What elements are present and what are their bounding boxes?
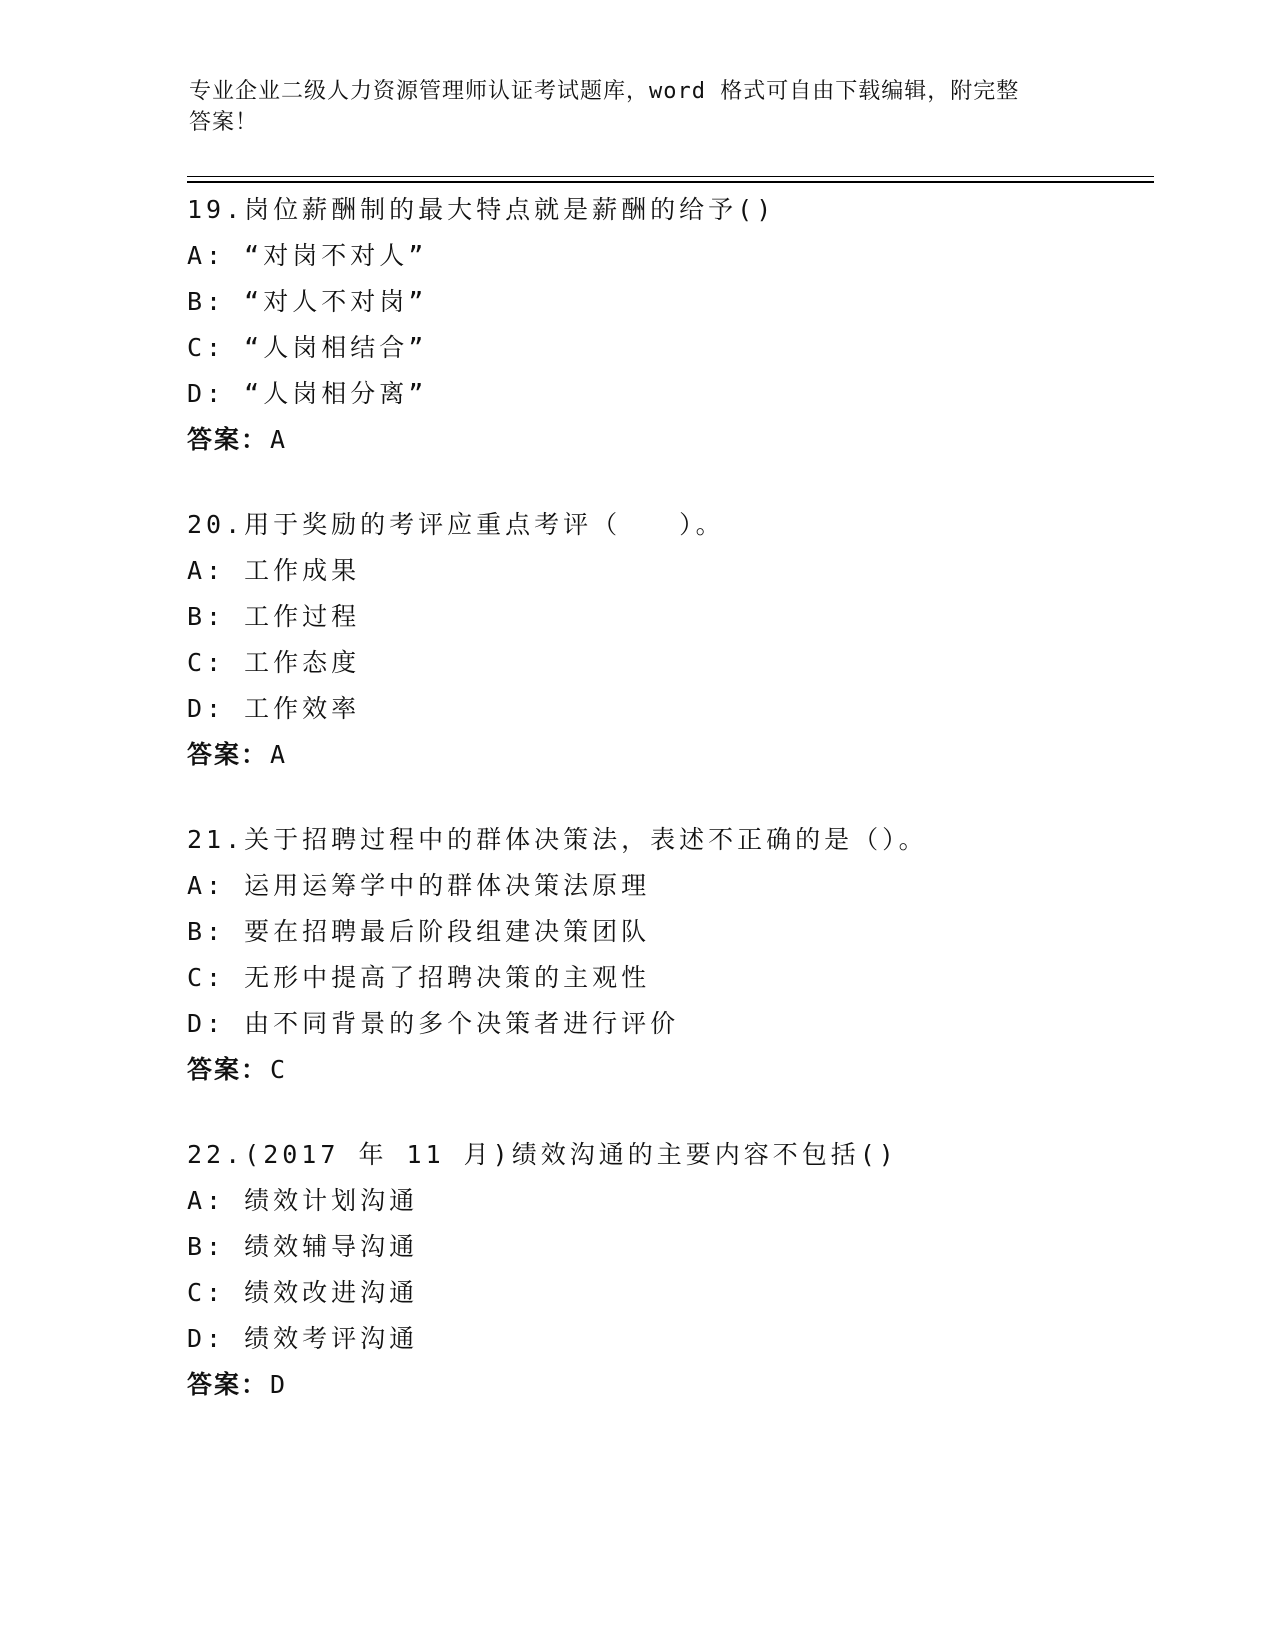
question-21 [187,817,1147,1093]
option-d: D: “人岗相分离” [187,379,428,408]
option-a: A: “对岗不对人” [187,241,428,270]
option-c: C: 工作态度 [187,648,361,677]
question-20 [187,502,1147,778]
option-d: D: 工作效率 [187,694,361,723]
header-line-2: 答案！ [189,110,259,135]
option-b: B: 要在招聘最后阶段组建决策团队 [187,917,651,946]
header-line-1: 专业企业二级人力资源管理师认证考试题库，word 格式可自由下载编辑，附完整 [189,79,1020,104]
option-b: B: 绩效辅导沟通 [187,1232,419,1261]
option-d: D: 绩效考评沟通 [187,1324,419,1353]
option-b: B: 工作过程 [187,602,361,631]
option-b: B: “对人不对岗” [187,287,428,316]
answer-label: 答案： [187,1370,269,1399]
option-d: D: 由不同背景的多个决策者进行评价 [187,1009,680,1038]
option-c: C: 绩效改进沟通 [187,1278,419,1307]
answer-line [187,417,1147,463]
question-title: 19.岗位薪酬制的最大特点就是薪酬的给予() [187,195,776,224]
header-divider-thin [187,176,1154,177]
option-a: A: 运用运筹学中的群体决策法原理 [187,871,651,900]
answer-label: 答案： [187,425,269,454]
option-c: C: 无形中提高了招聘决策的主观性 [187,963,651,992]
answer-value: A [270,740,288,769]
answer-value: C [270,1055,288,1084]
answer-line [187,1362,1147,1408]
option-a: A: 绩效计划沟通 [187,1186,419,1215]
question-title: 21.关于招聘过程中的群体决策法，表述不正确的是（）。 [187,825,928,854]
question-title: 22.(2017 年 11 月)绩效沟通的主要内容不包括() [187,1140,898,1169]
document-header [189,76,1069,138]
option-c: C: “人岗相结合” [187,333,428,362]
answer-line [187,1047,1147,1093]
question-title: 20.用于奖励的考评应重点考评（ ）。 [187,510,725,539]
answer-line [187,732,1147,778]
option-a: A: 工作成果 [187,556,361,585]
question-22 [187,1132,1147,1408]
header-divider-thick [187,181,1154,183]
answer-value: D [270,1370,288,1399]
answer-label: 答案： [187,1055,269,1084]
question-19 [187,187,1147,463]
answer-value: A [270,425,288,454]
answer-label: 答案： [187,740,269,769]
